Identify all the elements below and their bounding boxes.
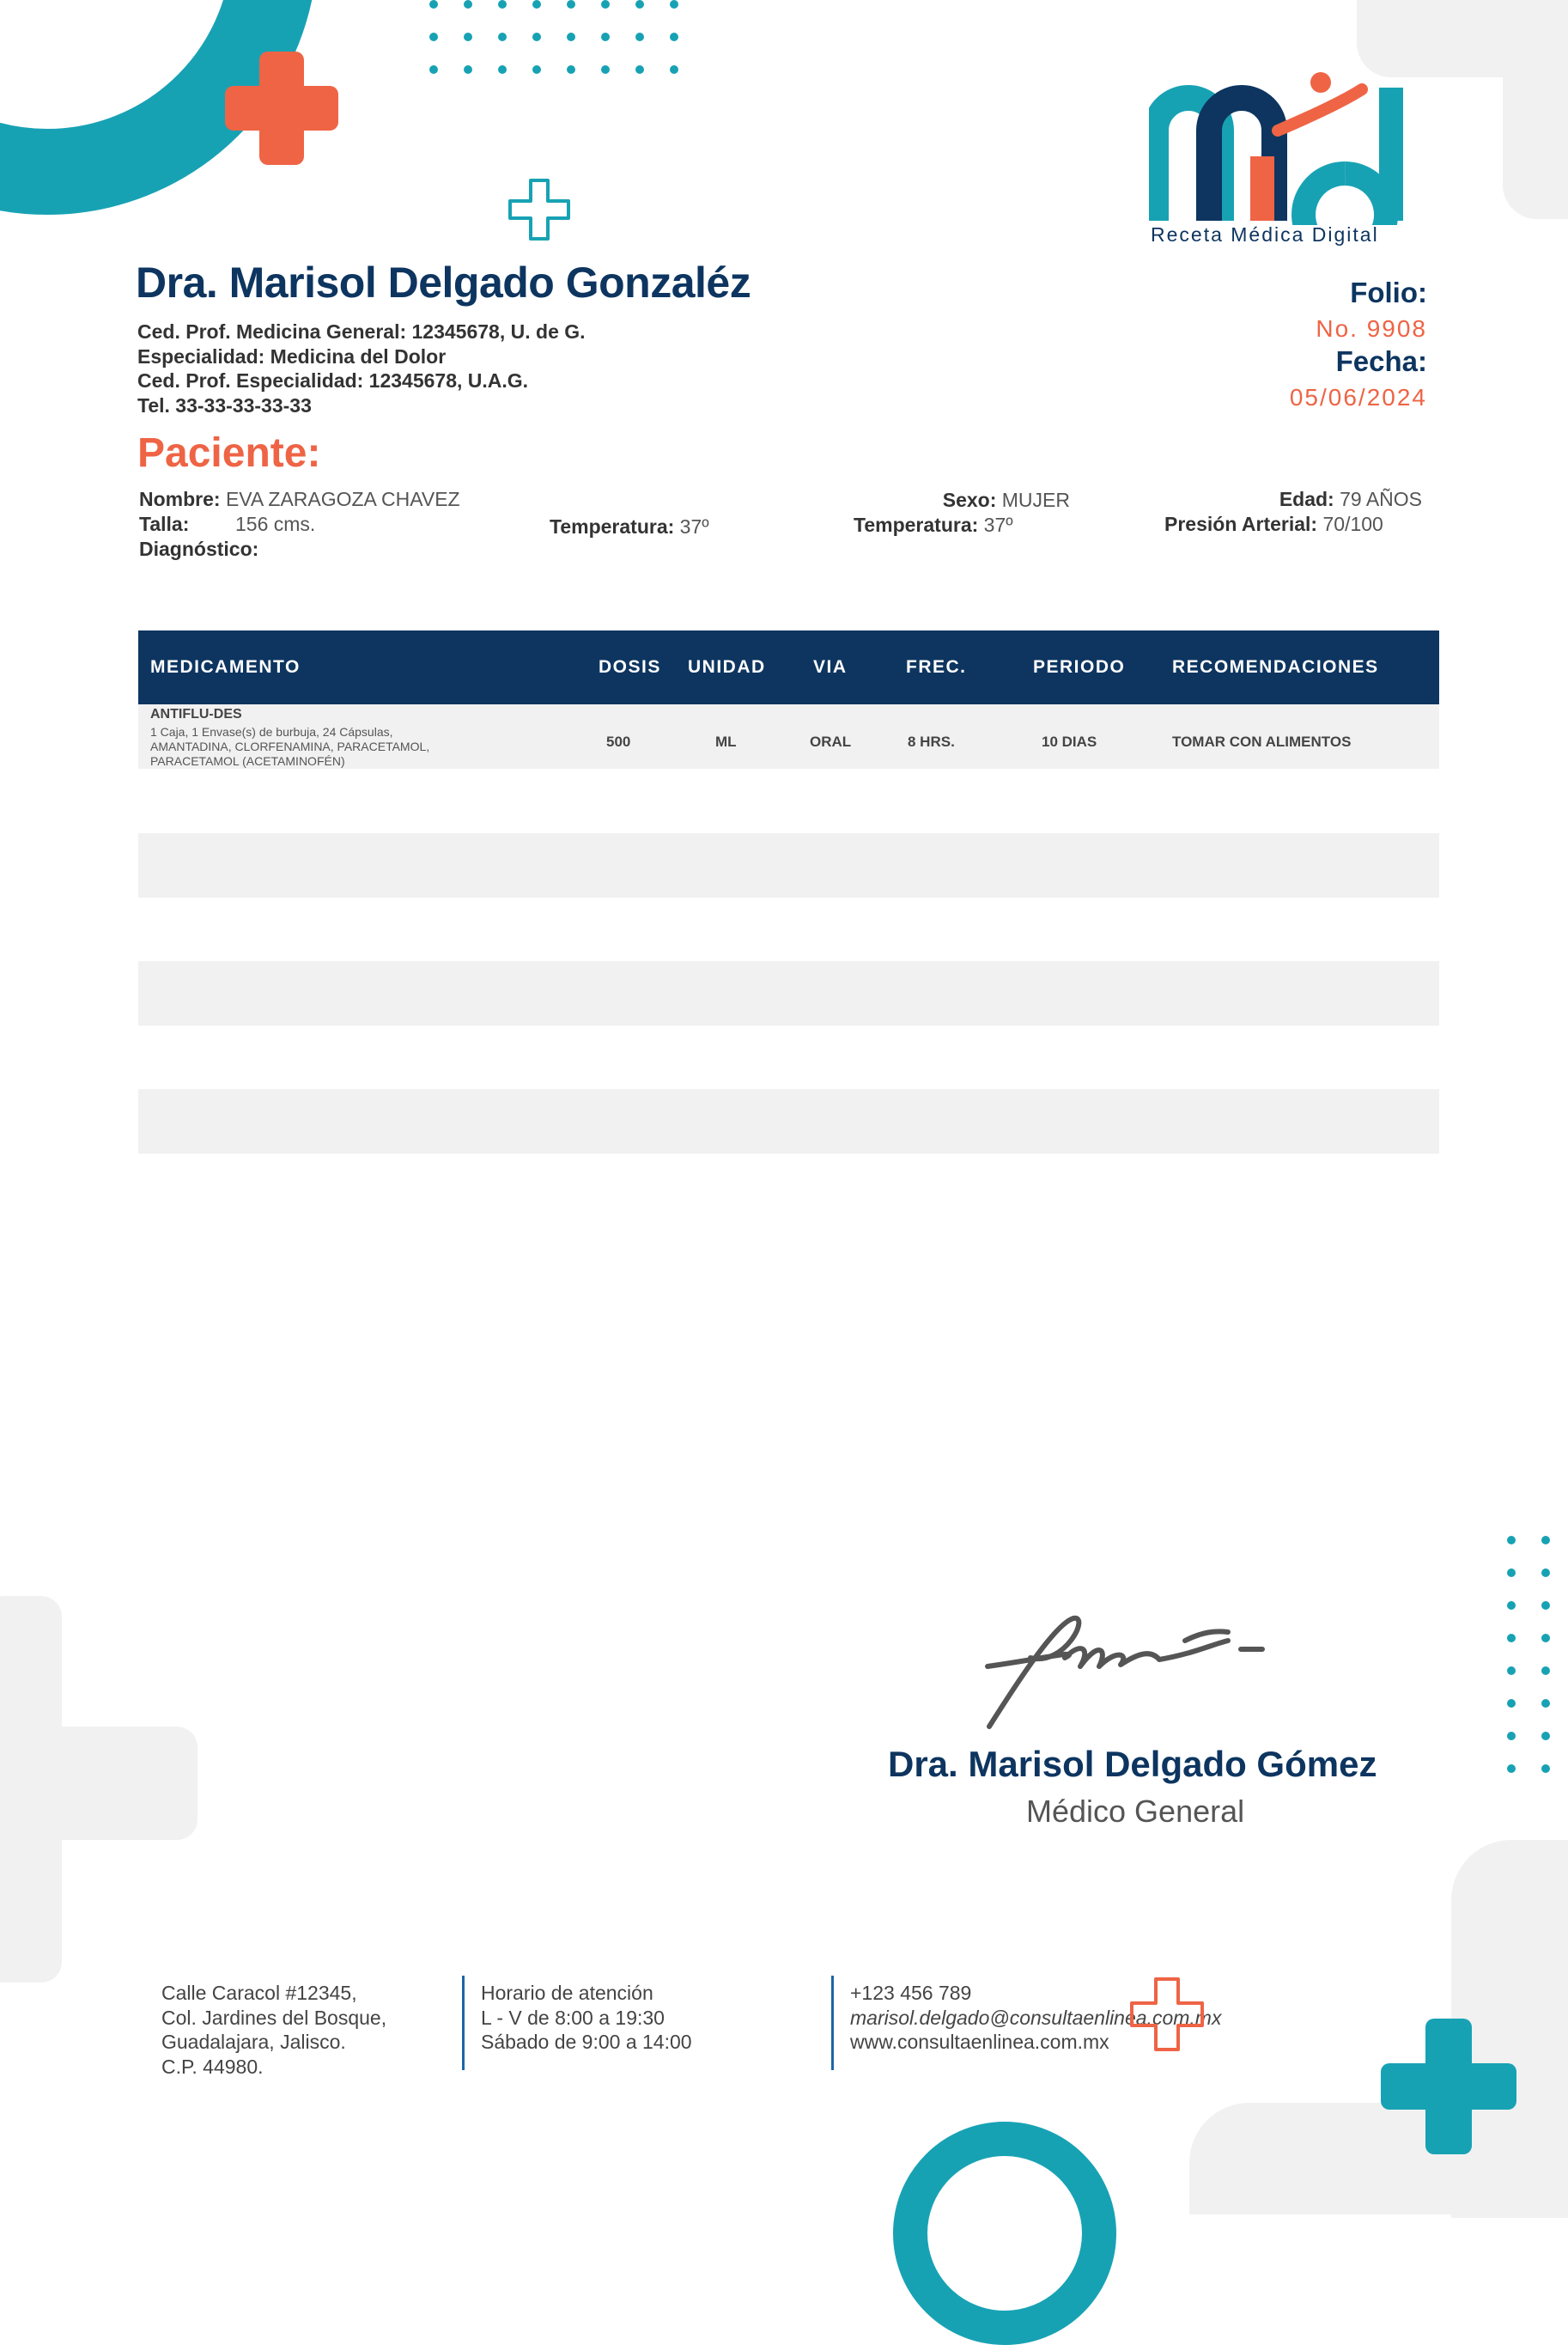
credential-line: Ced. Prof. Medicina General: 12345678, U. de G. (137, 320, 586, 343)
cell-medicamento: ANTIFLU-DES (150, 707, 242, 722)
footer-phone[interactable]: +123 456 789 (850, 1982, 972, 2004)
patient-talla (139, 513, 189, 536)
decor-outline-orange-cross-icon (1128, 1976, 1206, 2057)
cell-dosis: 500 (606, 734, 631, 750)
decor-dot (1507, 1732, 1516, 1740)
decor-dot (670, 65, 678, 74)
decor-dot (1507, 1568, 1516, 1577)
diagnostico-label: Diagnóstico: (139, 538, 259, 560)
decor-dot (1507, 1601, 1516, 1610)
decor-dot (601, 0, 610, 9)
credential-line: Especialidad: Medicina del Dolor (137, 344, 447, 368)
decor-dot (1541, 1536, 1550, 1544)
decor-dot-column (1507, 1536, 1559, 1785)
nombre-label: Nombre: (139, 488, 221, 510)
prescription-table-header (138, 630, 1439, 704)
header-dosis: DOSIS (599, 657, 661, 677)
logo-md-icon (1149, 70, 1407, 225)
decor-dot (532, 0, 541, 9)
header-via: VIA (813, 657, 848, 677)
brand-tagline: Receta Médica Digital (1151, 223, 1379, 246)
edad-value: 79 AÑOS (1340, 488, 1422, 510)
patient-temperatura-2 (854, 514, 1013, 537)
decor-teal-cross-icon (1381, 2019, 1516, 2154)
sexo-value: MUJER (1001, 489, 1070, 511)
decor-dot (429, 0, 438, 9)
credential-line: Tel. 33-33-33-33-33 (137, 393, 312, 417)
footer-hours (481, 1981, 692, 2055)
signature-name: Dra. Marisol Delgado Gómez (888, 1744, 1377, 1784)
footer-address (161, 1981, 386, 2079)
descripcion-line: AMANTADINA, CLORFENAMINA, PARACETAMOL, (150, 740, 430, 753)
decor-dot (601, 65, 610, 74)
sexo-label: Sexo: (942, 489, 997, 511)
talla-value: 156 cms. (235, 513, 316, 535)
cell-periodo: 10 DIAS (1042, 734, 1097, 750)
table-row-empty (138, 833, 1439, 898)
patient-presion (1164, 513, 1383, 536)
patient-temperatura-1 (550, 515, 709, 539)
decor-dot-grid (429, 0, 687, 77)
cell-unidad: ML (715, 734, 737, 750)
address-line: Col. Jardines del Bosque, (161, 2006, 387, 2029)
signature-title: Médico General (1026, 1794, 1245, 1829)
doctor-name: Dra. Marisol Delgado Gonzaléz (136, 259, 751, 307)
temperatura-label: Temperatura: (550, 515, 675, 538)
decor-dot (532, 65, 541, 74)
patient-nombre (139, 488, 460, 511)
decor-gray-cross-top-right-2 (1503, 0, 1568, 219)
cell-recomendaciones: TOMAR CON ALIMENTOS (1172, 734, 1352, 750)
footer-divider (462, 1976, 465, 2070)
fecha-label: Fecha: (1335, 345, 1427, 377)
decor-dot (498, 0, 507, 9)
presion-value: 70/100 (1322, 513, 1383, 535)
decor-dot (670, 33, 678, 41)
decor-dot (1541, 1732, 1550, 1740)
table-row-empty (138, 1089, 1439, 1154)
edad-label: Edad: (1279, 488, 1334, 510)
decor-dot (635, 0, 644, 9)
decor-dot (1507, 1666, 1516, 1675)
decor-dot (498, 33, 507, 41)
decor-dot (567, 0, 575, 9)
temperatura-label: Temperatura: (854, 514, 979, 536)
temperatura-value: 37º (679, 515, 709, 538)
header-recomendaciones: RECOMENDACIONES (1172, 657, 1379, 677)
decor-dot (1507, 1699, 1516, 1708)
presion-label: Presión Arterial: (1164, 513, 1318, 535)
decor-outline-cross-icon (507, 177, 572, 247)
decor-dot (567, 33, 575, 41)
descripcion-line: PARACETAMOL (ACETAMINOFÉN) (150, 754, 345, 768)
table-row-empty (138, 961, 1439, 1026)
fecha-value: 05/06/2024 (1289, 384, 1427, 411)
decor-teal-arc-bottom (893, 2122, 1116, 2345)
credential-line: Ced. Prof. Especialidad: 12345678, U.A.G. (137, 369, 529, 392)
hours-line: L - V de 8:00 a 19:30 (481, 2006, 665, 2029)
decor-dot (567, 65, 575, 74)
decor-dot (1507, 1536, 1516, 1544)
decor-dot (1507, 1764, 1516, 1773)
cell-descripcion (150, 725, 429, 769)
decor-dot (532, 33, 541, 41)
decor-dot (464, 65, 472, 74)
decor-dot (635, 65, 644, 74)
decor-dot (1541, 1568, 1550, 1577)
decor-dot (670, 0, 678, 9)
footer-divider (831, 1976, 834, 2070)
decor-dot (1541, 1666, 1550, 1675)
decor-gray-cross-left-2 (0, 1727, 198, 1840)
cell-frec: 8 HRS. (908, 734, 955, 750)
address-line: C.P. 44980. (161, 2055, 264, 2078)
decor-dot (1541, 1601, 1550, 1610)
patient-section-title: Paciente: (137, 430, 321, 476)
patient-diagnostico (139, 538, 258, 561)
talla-label: Talla: (139, 513, 190, 535)
folio-label: Folio: (1350, 277, 1427, 308)
decor-dot (429, 65, 438, 74)
header-unidad: UNIDAD (688, 657, 766, 677)
decor-dot (1541, 1764, 1550, 1773)
decor-dot (1507, 1634, 1516, 1642)
hours-line: Horario de atención (481, 1982, 653, 2004)
decor-dot (1541, 1699, 1550, 1708)
address-line: Calle Caracol #12345, (161, 1982, 357, 2004)
hours-line: Sábado de 9:00 a 14:00 (481, 2031, 692, 2053)
header-medicamento: MEDICAMENTO (150, 657, 301, 677)
patient-edad (1279, 488, 1422, 511)
address-line: Guadalajara, Jalisco. (161, 2031, 346, 2053)
signature-image (979, 1606, 1314, 1739)
folio-value: No. 9908 (1316, 315, 1427, 342)
decor-dot (464, 33, 472, 41)
patient-sexo (943, 489, 1070, 512)
decor-dot (1541, 1634, 1550, 1642)
temperatura-value: 37º (983, 514, 1013, 536)
header-periodo: PERIODO (1033, 657, 1126, 677)
table-row (138, 704, 1439, 769)
nombre-value: EVA ZARAGOZA CHAVEZ (225, 488, 460, 510)
doctor-credentials (137, 320, 586, 417)
decor-dot (601, 33, 610, 41)
decor-orange-cross-icon (225, 52, 338, 165)
cell-via: ORAL (810, 734, 852, 750)
descripcion-line: 1 Caja, 1 Envase(s) de burbuja, 24 Cápsulas, (150, 725, 393, 739)
brand-logo (1149, 70, 1407, 251)
footer-website[interactable]: www.consultaenlinea.com.mx (850, 2031, 1109, 2053)
header-frec: FREC. (906, 657, 967, 677)
footer-email[interactable]: marisol.delgado@consultaenlinea.com.mx (850, 2006, 1222, 2029)
decor-dot (464, 0, 472, 9)
decor-dot (635, 33, 644, 41)
decor-dot (429, 33, 438, 41)
decor-dot (498, 65, 507, 74)
